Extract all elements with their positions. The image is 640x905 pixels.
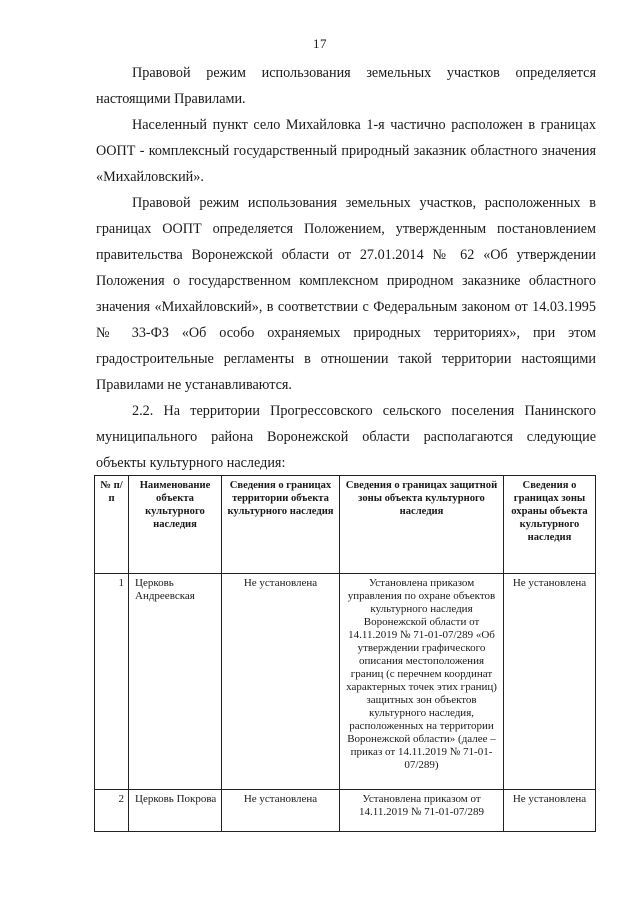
table-row: [95, 790, 596, 832]
page-number: 17: [313, 36, 327, 51]
paragraph-text: Правовой режим использования земельных участков, расположенных в границах ООПТ определяется Положением, утвержденным постановлением правительства Воронежской области от 27.01.2014 № 62 «Об утверждении Положения о государственном комплексном природном заказнике областного значения «Михайловский», в соответствии с Федеральным законом от 14.03.1995 № 33-ФЗ «Об особо охраняемых природных территориях», при этом градостроительные регламенты в отношении такой территории настоящими Правилами не устанавливаются.: [96, 195, 596, 393]
cell-protective-zone: Установлена приказом управления по охране объектов культурного наследия Воронежской области от 14.11.2019 № 71-01-07/289 «Об утверждении графического описания местоположения границ (с перечнем координат характерных точек этих границ) защитных зон объектов культурного наследия, расположенных на территории Воронежской области» (далее – приказ от 14.11.2019 № 71-01-07/289): [340, 574, 504, 790]
header-security-zone: Сведения о границах зоны охраны объекта культурного наследия: [504, 476, 596, 574]
cell-num: 1: [95, 574, 129, 790]
cell-name: Церковь Покрова: [129, 790, 222, 832]
cell-num: 2: [95, 790, 129, 832]
cell-protective-zone: Установлена приказом от 14.11.2019 № 71-01-07/289: [340, 790, 504, 832]
header-num: № п/п: [95, 476, 129, 574]
paragraph-text: 2.2. На территории Прогрессовского сельского поселения Панинского муниципального района Воронежской области располагаются следующие объекты культурного наследия:: [96, 403, 596, 471]
cell-name: Церковь Андреевская: [129, 574, 222, 790]
cell-territory: Не установлена: [222, 790, 340, 832]
paragraph-heritage-intro: [96, 398, 596, 476]
header-protective-zone: Сведения о границах защитной зоны объекта культурного наследия: [340, 476, 504, 574]
cell-territory: Не установлена: [222, 574, 340, 790]
heritage-objects-table: [94, 475, 596, 832]
table-row: [95, 574, 596, 790]
paragraph-text: Правовой режим использования земельных участков определяется настоящими Правилами.: [96, 65, 596, 107]
paragraph-text: Населенный пункт село Михайловка 1-я частично расположен в границах ООПТ - комплексный государственный природный заказник областного значения «Михайловский».: [96, 117, 596, 185]
cell-security-zone: Не установлена: [504, 790, 596, 832]
paragraph-legal-regime: [96, 60, 596, 112]
paragraph-settlement: [96, 112, 596, 190]
header-territory: Сведения о границах территории объекта культурного наследия: [222, 476, 340, 574]
table-header-row: [95, 476, 596, 574]
cell-security-zone: Не установлена: [504, 574, 596, 790]
paragraph-oopt-regime: [96, 190, 596, 398]
header-name: Наименование объекта культурного наследия: [129, 476, 222, 574]
